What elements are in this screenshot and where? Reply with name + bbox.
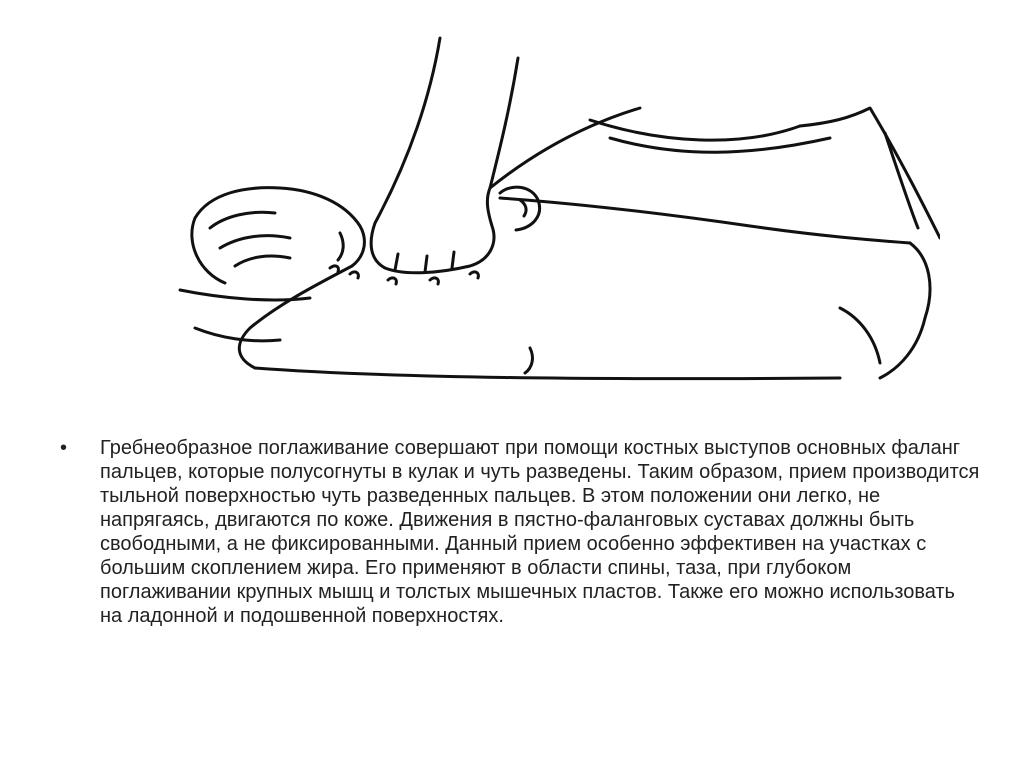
massage-drawing [140, 28, 940, 388]
bullet-marker: • [60, 437, 68, 459]
bullet-text: Гребнеобразное поглаживание совершают при помощи костных выступов основных фаланг пальцев, которые полусогнуты в кулак и чуть разведены. Таким образом, прием производится тыльной поверхностью чуть разведенных пальцев. В этом положении они легко, не напрягаясь, двигаются по коже. Движения в пястно-фаланговых суставах должны быть свободными, а не фиксированными. Данный прием особенно эффективен на участках с большим скоплением жира. Его применяют в области спины, таза, при глубоком поглаживании крупных мышц и толстых мышечных пластов. Также его можно использовать на ладонной и подошвенной поверхностях. [100, 437, 980, 627]
massage-illustration-icon [140, 28, 940, 388]
list-item [60, 436, 980, 628]
bullet-list [60, 436, 980, 628]
